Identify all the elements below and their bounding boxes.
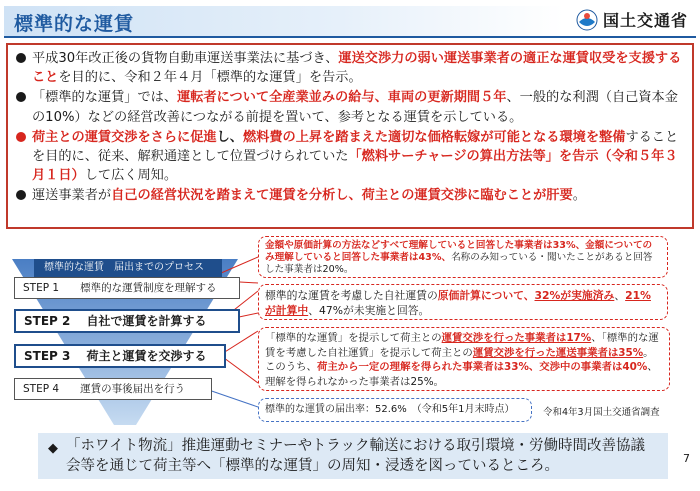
footer-note xyxy=(38,433,668,479)
callout-understanding: 金額や原価計算の方法などすべて理解していると回答した事業者は33%、金額についてのみ理解していると回答した事業者は43%、名称のみ知っている・聞いたことがあると回答した事業者は20%。 xyxy=(258,236,668,278)
footer-text: 「ホワイト物流」推進運動セミナーやトラック輸送における取引環境・労働時間改善協議会等を通じて荷主等へ「標準的な運賃」の周知・浸透を図っているところ。 xyxy=(66,438,645,474)
callout-calculation: 標準的な運賃を考慮した自社運賃の原価計算について、32%が実施済み、21%が計算中、47%が未実施と回答。 xyxy=(258,284,668,320)
bullet-2: 「標準的な運賃」では、運転者について全産業並みの給与、車両の更新期間５年、一般的な利潤（自己資本金の10%）などの経営改善につながる前提を置いて、参考となる運賃を示している。 xyxy=(14,88,686,126)
callout-negotiation: 「標準的な運賃」を提示して荷主との運賃交渉を行った事業者は17%、「標準的な運賃を考慮した自社運賃」を提示して荷主との運賃交渉を行った運送事業者は35%。このうち、荷主から一定の理解を得られた事業者は33%、交渉中の事業者は40%、理解を得られなかった事業者は25%。 xyxy=(258,327,670,391)
bullet-3: 荷主との運賃交渉をさらに促進し、燃料費の上昇を踏まえた適切な価格転嫁が可能となる環境を整備することを目的に、従来、解釈通達として位置づけられていた「燃料サーチャージの算出方法等」を告示（令和５年３月１日）して広く周知。 xyxy=(14,128,686,186)
mlit-logo xyxy=(576,8,688,31)
step-4: STEP 4 運賃の事後届出を行う xyxy=(14,378,212,400)
bullet-dot xyxy=(16,53,26,63)
step-3: STEP 3 荷主と運賃を交渉する xyxy=(14,344,226,368)
page-title: 標準的な運賃 xyxy=(14,13,135,35)
step-1: STEP 1 標準的な運賃制度を理解する xyxy=(14,277,240,299)
title-underline xyxy=(4,36,696,38)
callout-filing-rate: 標準的な運賃の届出率：52.6% （令和5年1月末時点） xyxy=(258,398,532,422)
page-number: 7 xyxy=(683,452,690,465)
bullet-dot-red xyxy=(16,132,26,142)
bullet-4: 運送事業者が自己の経営状況を踏まえて運賃を分析し、荷主との運賃交渉に臨むことが肝要。 xyxy=(14,186,686,205)
bullet-1: 平成30年改正後の貨物自動車運送事業法に基づき、運送交渉力の弱い運送事業者の適正な運賃収受を支援することを目的に、令和２年４月「標準的な運賃」を告示。 xyxy=(14,49,686,87)
process-title: 標準的な運賃 届出までのプロセス xyxy=(34,259,222,277)
summary-box xyxy=(6,43,694,229)
org-name: 国土交通省 xyxy=(603,11,689,30)
source-note: 令和4年3月国土交通省調査 xyxy=(543,407,660,418)
diamond-bullet: ◆ xyxy=(48,441,58,456)
step-2: STEP 2 自社で運賃を計算する xyxy=(14,309,240,333)
mlit-emblem-icon xyxy=(576,9,598,31)
bullet-dot xyxy=(16,190,26,200)
bullet-dot xyxy=(16,92,26,102)
page-header xyxy=(0,0,700,40)
